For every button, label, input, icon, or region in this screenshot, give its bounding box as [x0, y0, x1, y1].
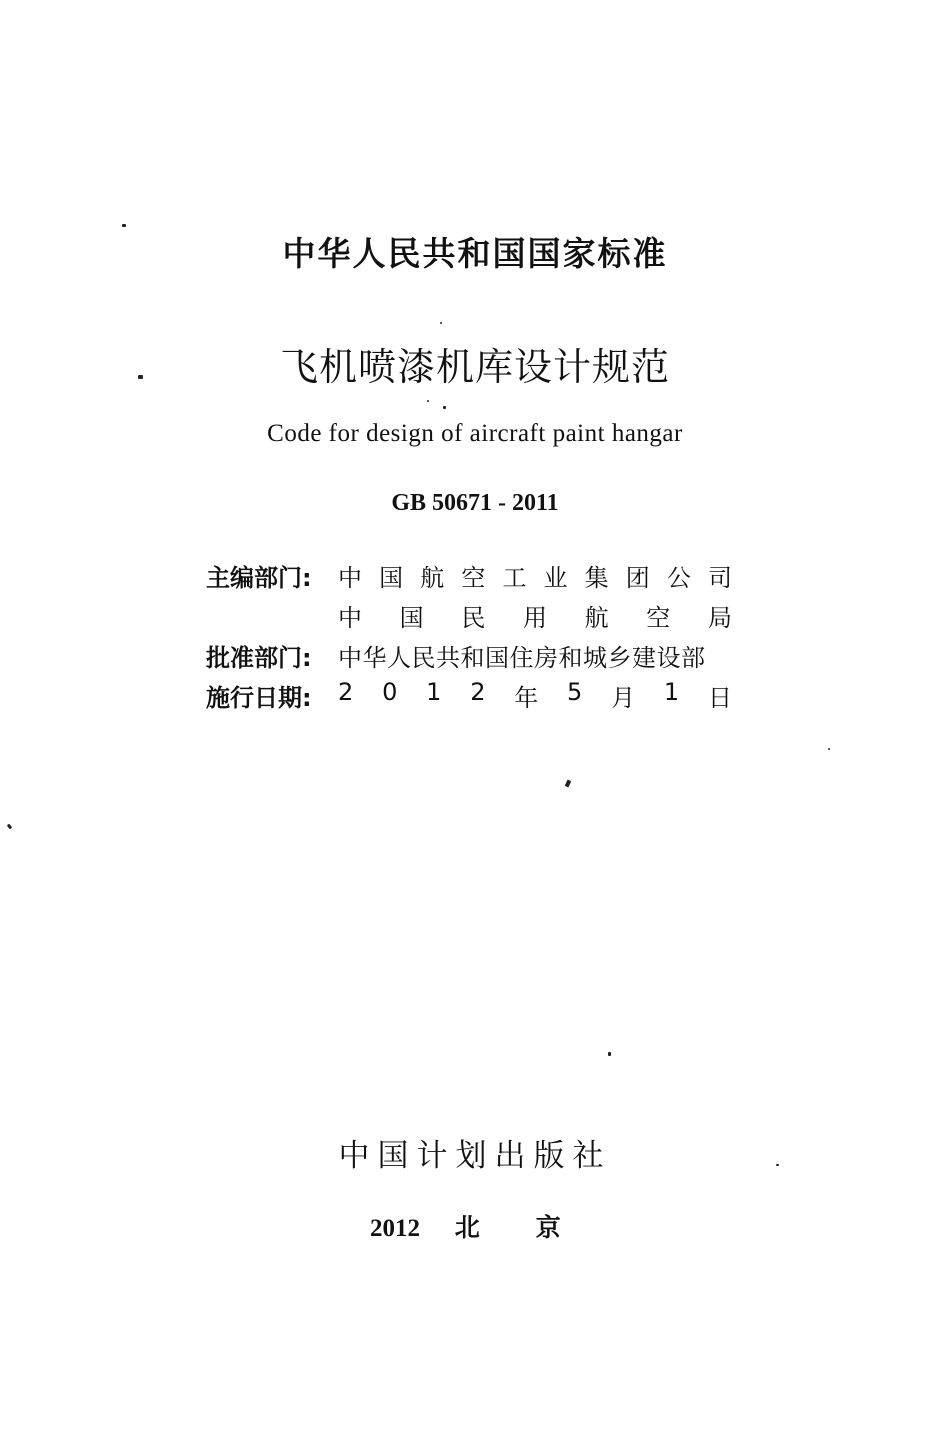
effective-date-label: 施行日期:	[206, 683, 312, 712]
char: 工	[502, 563, 527, 592]
char: 局	[707, 603, 732, 632]
char: 国	[379, 563, 404, 592]
char: 空	[461, 563, 486, 592]
publisher-name: 中国计划出版社	[338, 1138, 612, 1174]
char: 集	[584, 563, 609, 592]
chief-editor-value-2	[338, 598, 732, 633]
approval-label: 批准部门:	[206, 643, 312, 672]
publication-line	[370, 1208, 617, 1244]
effective-date-value	[338, 678, 732, 713]
scan-speck	[440, 322, 442, 324]
char: 1	[426, 677, 442, 706]
char: 业	[543, 563, 568, 592]
char: 国	[399, 603, 424, 632]
chief-editor-row	[206, 558, 732, 592]
scan-speck	[828, 748, 830, 750]
char: 民	[461, 603, 486, 632]
scan-speck	[565, 779, 572, 787]
effective-date-row	[206, 678, 732, 712]
char: 年	[514, 683, 539, 712]
document-title-chinese: 飞机喷漆机库设计规范	[279, 345, 670, 389]
char: 航	[584, 603, 609, 632]
char: 5	[567, 677, 583, 706]
char: 日	[707, 683, 732, 712]
scan-speck	[776, 1164, 779, 1166]
char: 中	[338, 603, 362, 632]
char: 月	[611, 683, 636, 712]
scan-speck	[138, 375, 143, 379]
scan-speck	[427, 400, 429, 402]
char: 2	[470, 677, 486, 706]
publication-city: 北京	[454, 1213, 617, 1242]
char: 空	[646, 603, 671, 632]
approval-value: 中华人民共和国住房和城乡建设部	[338, 643, 706, 672]
national-standard-heading: 中华人民共和国国家标准	[282, 234, 668, 273]
chief-editor-row-2	[206, 598, 732, 632]
char: 航	[420, 563, 445, 592]
char: 团	[625, 563, 650, 592]
char: 公	[666, 563, 691, 592]
approval-row	[206, 638, 706, 672]
char: 中	[338, 563, 362, 592]
scan-speck	[122, 224, 126, 227]
chief-editor-label: 主编部门:	[206, 563, 312, 592]
char: 司	[707, 563, 732, 592]
scan-speck	[443, 406, 446, 409]
document-title-english: Code for design of aircraft paint hangar	[267, 420, 683, 447]
char: 2	[338, 677, 354, 706]
chief-editor-value-1	[338, 558, 732, 593]
publication-year: 2012	[370, 1215, 420, 1242]
scan-speck	[7, 824, 13, 830]
scan-speck	[608, 1052, 611, 1056]
char: 0	[382, 677, 398, 706]
char: 1	[663, 677, 680, 706]
standard-code: GB 50671 - 2011	[391, 490, 559, 516]
char: 用	[522, 603, 547, 632]
